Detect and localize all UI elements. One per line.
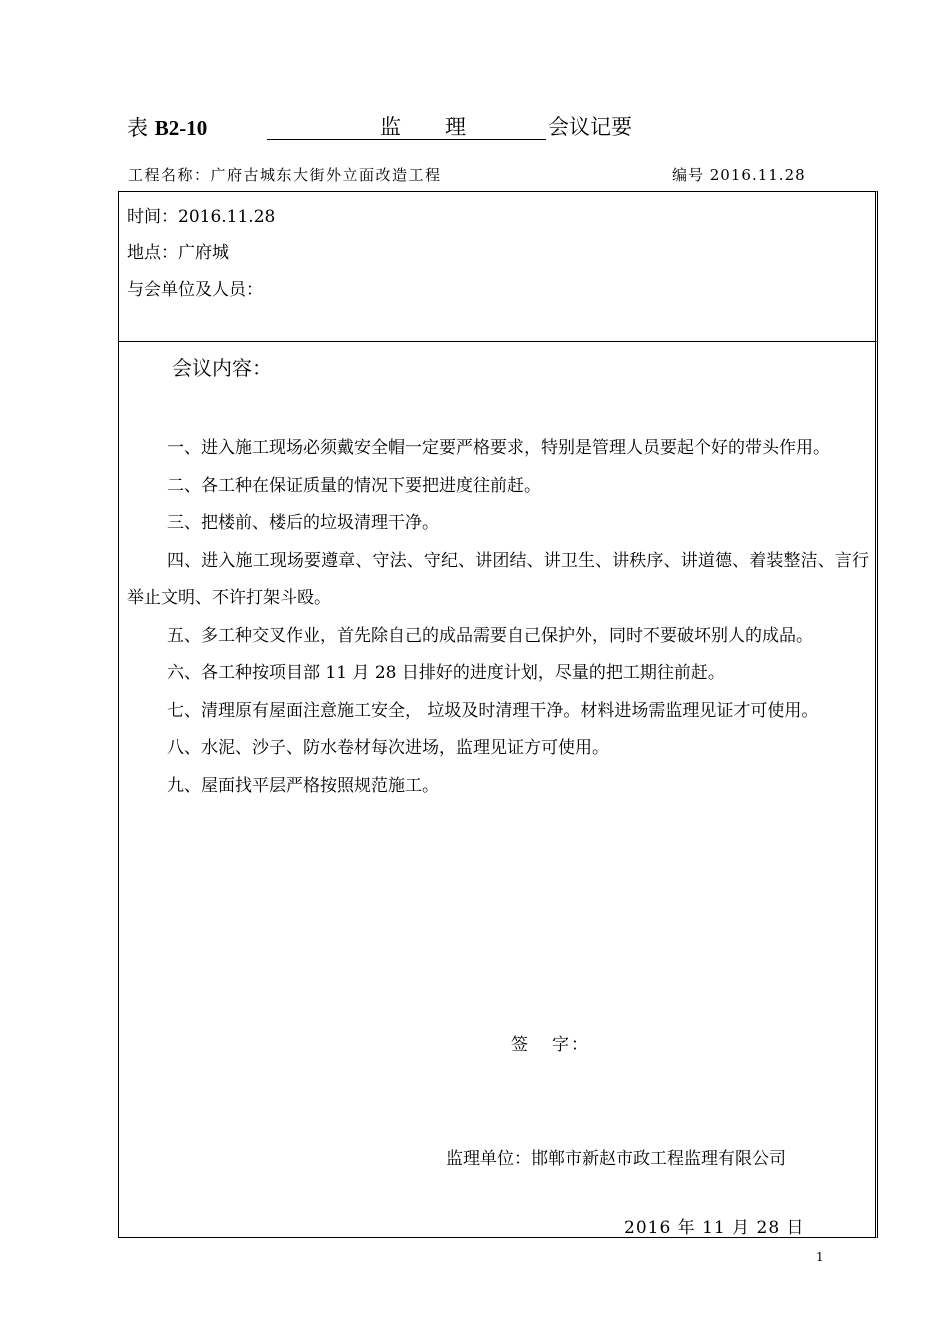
content-item: 六、各工种按项目部 11 月 28 日排好的进度计划，尽量的把工期往前赶。: [167, 663, 725, 683]
signature-char-2: 字：: [552, 1035, 590, 1055]
supervision-unit: 监理单位：邯郸市新赵市政工程监理有限公司: [446, 1149, 786, 1169]
content-item: 三、把楼前、楼后的垃圾清理干净。: [167, 513, 439, 533]
signature-label: [511, 1030, 590, 1055]
content-items: [127, 430, 869, 805]
signature-date: 2016 年 11 月 28 日: [624, 1218, 805, 1238]
content-item: 七、清理原有屋面注意施工安全， 垃圾及时清理干净。材料进场需监理见证才可使用。: [167, 700, 819, 721]
content-heading: 会议内容：: [172, 356, 272, 380]
meeting-attendees: 与会单位及人员：: [127, 280, 263, 300]
content-item: 二、各工种在保证质量的情况下要把进度往前赶。: [167, 475, 541, 496]
project-name: 工程名称：广府古城东大街外立面改造工程: [128, 166, 442, 184]
content-item: 一、进入施工现场必须戴安全帽一定要严格要求，特别是管理人员要起个好的带头作用。: [167, 438, 830, 458]
form-code: [127, 112, 207, 142]
signature-char-1: 签: [511, 1035, 530, 1055]
meeting-time: 时间：2016.11.28: [127, 207, 276, 227]
title-word-1: 监: [380, 115, 401, 139]
content-item: 五、多工种交叉作业，首先除自己的成品需要自己保护外，同时不要破坏别人的成品。: [167, 625, 813, 646]
title-word-2: 理: [445, 115, 466, 139]
title-suffix: 会议记要: [548, 115, 632, 139]
content-item: 九、屋面找平层严格按照规范施工。: [167, 775, 439, 796]
meeting-content-box: [118, 340, 878, 1238]
meeting-info-box: [118, 191, 878, 342]
page-number: 1: [816, 1250, 824, 1264]
meeting-location: 地点：广府城: [127, 243, 229, 263]
document-number: 编号 2016.11.28: [672, 166, 806, 184]
form-code-value: B2-10: [154, 116, 208, 140]
form-prefix: 表: [127, 116, 148, 140]
title-underlined: [267, 111, 546, 140]
content-item: 四、进入施工现场要遵章、守法、守纪、讲团结、讲卫生、讲秩序、讲道德、着装整洁、言行举止文明、不许打架斗殴。: [127, 550, 869, 608]
content-item: 八、水泥、沙子、防水卷材每次进场，监理见证方可使用。: [167, 738, 609, 758]
